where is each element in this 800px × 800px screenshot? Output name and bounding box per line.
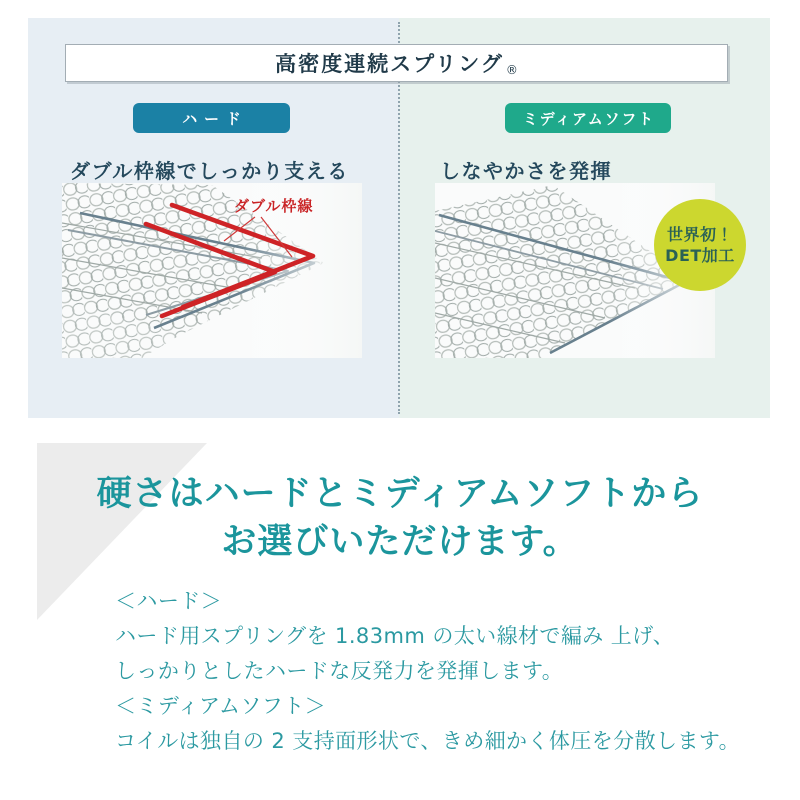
medium-soft-heading: しなやかさを発揮: [440, 159, 612, 183]
section-heading-line1: 硬さはハードとミディアムソフトから: [96, 474, 704, 514]
body-line: ＜ミディアムソフト＞: [115, 694, 327, 718]
section-heading-line2: お選びいただけます。: [221, 522, 579, 562]
sticker-line1: 世界初！: [666, 225, 733, 244]
det-processing-sticker: [654, 199, 746, 291]
panel-title-box: [65, 44, 728, 82]
spring-coil-illustration: [62, 183, 362, 358]
section-heading: [0, 470, 800, 566]
medium-soft-badge: ミディアムソフト: [505, 103, 671, 133]
hard-spring-photo: [62, 183, 362, 358]
hard-badge: ハード: [133, 103, 290, 133]
description-section: [0, 418, 800, 800]
double-frame-annotation-label: ダブル枠線: [234, 197, 314, 215]
hard-heading: ダブル枠線でしっかり支える: [70, 159, 349, 183]
sticker-line2: DET加工: [665, 246, 735, 265]
description-body: [115, 584, 775, 759]
body-line: コイルは独自の 2 支持面形状で、きめ細かく体圧を分散します。: [115, 729, 740, 753]
body-line: ハード用スプリングを 1.83mm の太い線材で編み 上げ、: [115, 624, 675, 648]
body-line: ＜ハード＞: [115, 589, 223, 613]
panel-title: 高密度連続スプリング: [275, 52, 504, 76]
registered-trademark-mark: ®: [505, 63, 518, 77]
spring-compare-panel: [28, 18, 770, 418]
body-line: しっかりとしたハードな反発力を発揮します。: [115, 659, 564, 683]
